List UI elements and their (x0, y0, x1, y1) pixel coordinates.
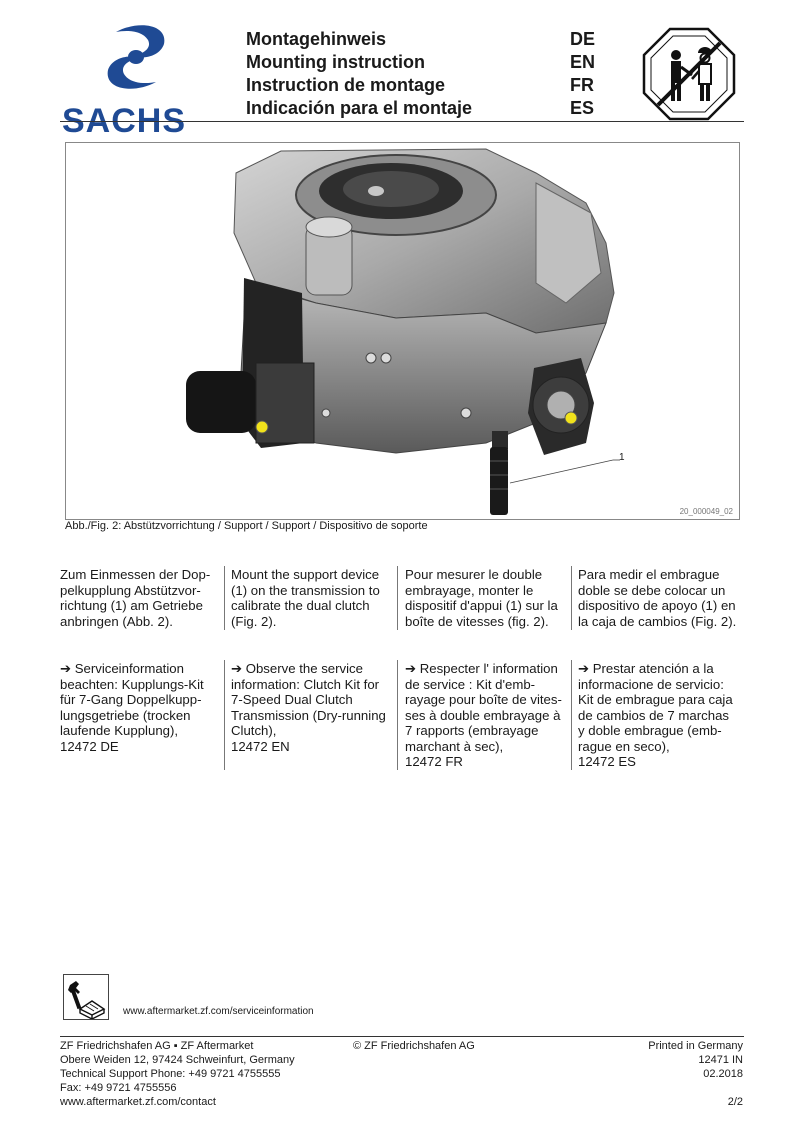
footer-line: Fax: +49 9721 4755556 (60, 1082, 177, 1094)
copyright: © ZF Friedrichshafen AG (353, 1040, 475, 1052)
language-code: FR (570, 75, 594, 95)
column-divider (224, 660, 225, 770)
sachs-swirl-icon (60, 22, 232, 92)
footer-line: Obere Weiden 12, 97424 Schweinfurt, Germany (60, 1054, 295, 1066)
transmission-figure (65, 142, 740, 520)
printed-in: Printed in Germany (648, 1040, 743, 1052)
title-row-fr (246, 74, 606, 97)
step-text-en: Mount the support device (1) on the transmission to calibrate the dual clutch (Fig. 2). (231, 567, 380, 629)
title-text: Instruction de montage (246, 75, 446, 95)
callout-number: 1 (619, 452, 625, 463)
footer-line: Technical Support Phone: +49 9721 4755555 (60, 1068, 281, 1080)
document-titles (246, 28, 606, 120)
contact-link[interactable]: www.aftermarket.zf.com/contact (60, 1096, 216, 1108)
print-info (648, 1039, 743, 1109)
title-text: Mounting instruction (246, 52, 425, 72)
column-divider (571, 660, 572, 770)
service-note-es: ➔ Prestar atención a la informacione de servicio: Kit de embrague para caja de cambios de 7 marchas y doble embrague (emb- rague en seco), 12472 ES (578, 661, 733, 769)
brand-name: SACHS (62, 102, 187, 140)
title-row-en (246, 51, 606, 74)
column-divider (397, 566, 398, 630)
page-number: 2/2 (727, 1096, 743, 1108)
title-row-de (246, 28, 606, 51)
footer-divider (60, 1036, 744, 1037)
service-information-link[interactable]: www.aftermarket.zf.com/serviceinformation (123, 1006, 314, 1017)
service-note-en: ➔ Observe the service information: Clutch Kit for 7-Speed Dual Clutch Transmission (Dry-running Clutch), 12472 EN (231, 661, 386, 754)
step-text-fr: Pour mesurer le double embrayage, monter le dispositif d'appui (1) sur la boîte de vitesses (fig. 2). (405, 567, 558, 629)
mechanic-safety-sign-icon (642, 27, 736, 121)
column-divider (397, 660, 398, 770)
step-text-es: Para medir el embrague doble se debe colocar un dispositivo de apoyo (1) en la caja de cambios (Fig. 2). (578, 567, 737, 629)
language-code: ES (570, 98, 595, 118)
document-number: 12471 IN (698, 1054, 743, 1066)
figure-id: 20_000049_02 (679, 507, 733, 516)
column-divider (224, 566, 225, 630)
spacer-line (648, 1081, 743, 1095)
step-text-de: Zum Einmessen der Dop- pelkupplung Abstützvor- richtung (1) am Getriebe anbringen (Abb. 2). (60, 567, 211, 629)
wrench-book-icon (63, 974, 109, 1020)
figure-caption: Abb./Fig. 2: Abstützvorrichtung / Support / Support / Dispositivo de soporte (65, 520, 428, 532)
footer-line: ZF Friedrichshafen AG ▪ ZF Aftermarket (60, 1040, 254, 1052)
title-text: Indicación para el montaje (246, 98, 473, 118)
column-divider (571, 566, 572, 630)
service-note-fr: ➔ Respecter l' information de service : Kit d'emb- rayage pour boîte de vites- ses à double embrayage à 7 rapports (embrayage marchant à sec), 12472 FR (405, 661, 562, 769)
service-note-de: ➔ Serviceinformation beachten: Kupplungs-Kit für 7-Gang Doppelkupp- lungsgetriebe (trocken laufende Kupplung), 12472 DE (60, 661, 204, 754)
company-address (60, 1039, 295, 1109)
title-row-es (246, 97, 606, 120)
header-divider (60, 121, 744, 122)
sachs-logo (60, 22, 232, 140)
document-date: 02.2018 (703, 1068, 743, 1080)
transmission-photo (66, 143, 739, 519)
language-code: DE (570, 29, 596, 49)
title-text: Montagehinweis (246, 29, 387, 49)
language-code: EN (570, 52, 596, 72)
